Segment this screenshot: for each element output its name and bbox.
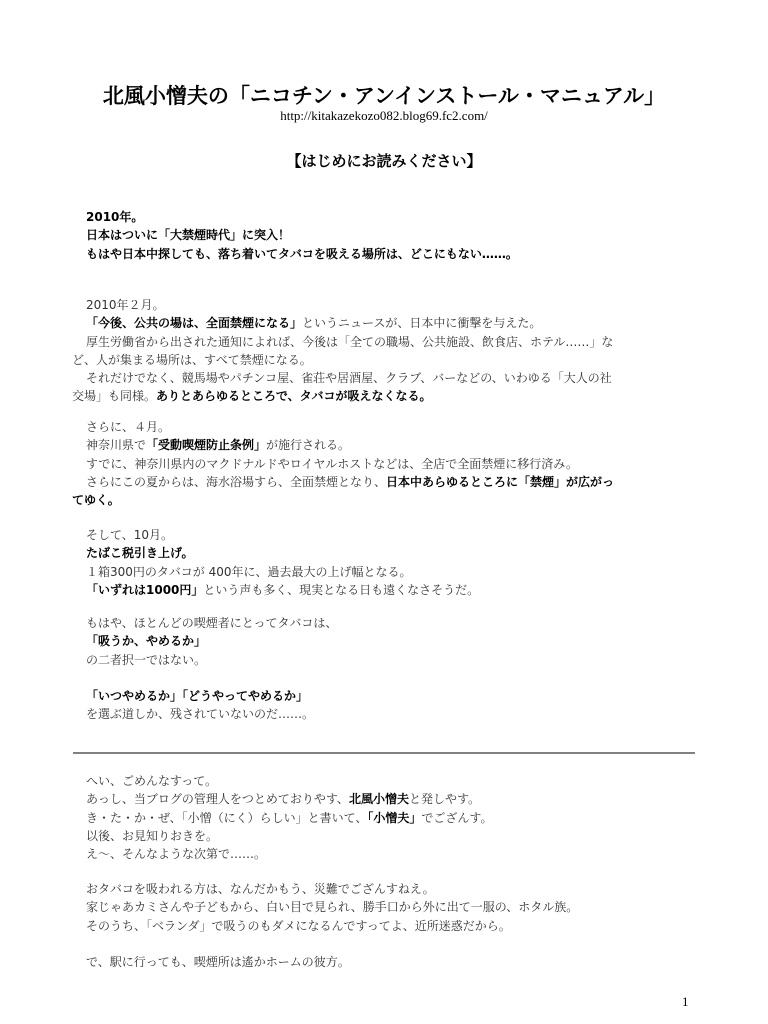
greeting-section: [86, 772, 696, 863]
choice-line-3: の二者択一ではない。: [86, 652, 207, 667]
smokers-line-4: で、駅に行っても、喫煙所は遙かホームの彼方。: [86, 954, 350, 969]
february-line-3b: [72, 387, 696, 405]
notice-heading: 【はじめにお読みください】: [286, 152, 482, 170]
april-line-4: [86, 473, 696, 491]
choice-line-2: 「吸うか、やめるか」: [86, 634, 207, 649]
october-date: そして、10月。: [86, 528, 174, 542]
april-line-4-bold: 日本中あらゆるところに「禁煙」が広がっ: [386, 474, 615, 489]
blog-url: http://kitakazekozo082.blog69.fc2.com/: [280, 108, 488, 123]
april-line-5: てゆく。: [72, 493, 120, 508]
page-number: 1: [682, 994, 689, 1009]
april-section: [72, 418, 696, 509]
april-date: さらに、４月。: [86, 420, 171, 434]
october-section: [86, 526, 696, 599]
author-nickname: 「小憎夫」: [367, 810, 422, 825]
smokers-line-3: そのうち、「ベランダ」で吸うのもダメになるんですってよ、近所迷惑だから。: [86, 918, 511, 933]
intro-section: [86, 208, 696, 263]
greeting-line-3: [86, 809, 696, 827]
greeting-line-1: へい、ごめんなすって。: [86, 774, 218, 788]
intro-line-1: 日本はついに「大禁煙時代」に突入！: [86, 228, 291, 243]
intro-line-2: もはや日本中探しても、落ち着いてタバコを吸える場所は、どこにもない……。: [86, 246, 518, 261]
greeting-line-4: 以後、お見知りおきを。: [86, 828, 219, 843]
greeting-line-2-post: と発しやす。: [408, 792, 480, 807]
october-price: １箱300円のタバコが 400年に、過去最大の上げ幅となる。: [86, 564, 412, 579]
smokers-section: [86, 880, 696, 971]
april-post: が施行される。: [266, 438, 351, 453]
greeting-line-3-post: でござんす。: [421, 810, 493, 825]
smokers-line-1: おタバコを吸われる方は、なんだかもう、災難でござんすねえ。: [86, 882, 435, 896]
greeting-line-2: [86, 790, 696, 808]
april-line-3: すでに、神奈川県内のマクドナルドやロイヤルホストなどは、全店で全面禁煙に移行済み。: [86, 456, 579, 471]
greeting-line-3-pre: き・た・か・ぜ、「小憎（にく）らしい」と書いて、: [86, 810, 368, 825]
october-tax: たばこ税引き上げ。: [86, 546, 194, 561]
october-quote-rest: という声も多く、現実となる日も遠くなさそうだ。: [203, 582, 480, 597]
choice-section: [86, 614, 696, 723]
intro-year: 2010年。: [86, 210, 144, 224]
greeting-line-2-pre: あっし、当ブログの管理人をつとめておりやす、: [86, 792, 349, 807]
february-line-3b-bold: ありとあらゆるところで、タバコが吸えなくなる。: [156, 389, 432, 404]
february-line-3b-plain: 交場」も同様。: [72, 389, 157, 404]
choice-line-1: もはや、ほとんどの喫煙者にとってタバコは、: [86, 616, 338, 630]
february-quote-rest: というニュースが、日本中に衝撃を与えた。: [302, 316, 542, 331]
february-line-2b: ど、人が集まる場所は、すべて禁煙になる。: [72, 352, 312, 367]
document-title: 北風小憎夫の「ニコチン・アンインストール・マニュアル」: [102, 84, 666, 108]
october-quote: 「いずれは1000円」: [86, 582, 204, 597]
april-pre: 神奈川県で: [86, 438, 147, 453]
february-date: 2010年２月。: [86, 298, 165, 312]
february-line-3a: それだけでなく、競馬場やパチンコ屋、雀荘や居酒屋、クラブ、バーなどの、いわゆる「大人の社: [86, 371, 612, 386]
april-ordinance: 「受動喫煙防止条例」: [146, 438, 267, 453]
february-quote: 「今後、公共の場は、全面禁煙になる」: [86, 316, 303, 331]
author-name: 北風小憎夫: [348, 792, 409, 807]
april-ordinance-line: [86, 436, 696, 454]
choice-line-4: 「いつやめるか」「どうやってやめるか」: [86, 688, 309, 703]
section-divider: [73, 752, 695, 754]
october-quote-line: [86, 581, 696, 599]
choice-line-5: を選ぶ道しか、残されていないのだ……。: [86, 707, 315, 722]
february-news: [86, 314, 696, 332]
smokers-line-2: 家じゃあカミさんや子どもから、白い目で見られ、勝手口から外に出て一服の、ホタル族。: [86, 900, 579, 915]
april-line-4-plain: さらにこの夏からは、海水浴場すら、全面禁煙となり、: [86, 474, 387, 489]
february-line-2a: 厚生労働省から出された通知によれば、今後は「全ての職場、公共施設、飲食店、ホテル……」な: [86, 334, 614, 349]
greeting-line-5: え～、そんなような次第で……。: [86, 847, 267, 862]
february-section: [72, 296, 696, 406]
